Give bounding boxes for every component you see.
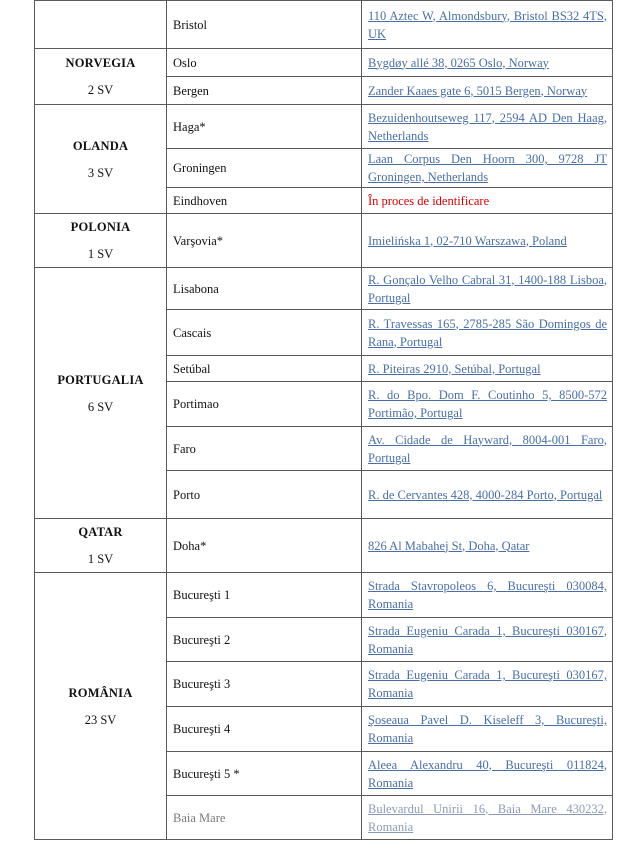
city-name: Bristol bbox=[173, 17, 208, 32]
city-cell bbox=[167, 382, 362, 427]
city-name: Oslo bbox=[173, 55, 197, 70]
address-link[interactable]: R. Gonçalo Velho Cabral 31, 1400-188 Lisboa, Portugal bbox=[368, 272, 607, 305]
city-name: Doha* bbox=[173, 538, 207, 553]
country-name: POLONIA bbox=[70, 220, 131, 234]
city-name: Baia Mare bbox=[173, 810, 226, 825]
table-row bbox=[35, 214, 613, 268]
address-cell bbox=[362, 573, 613, 618]
city-name: Bergen bbox=[173, 83, 209, 98]
country-count: 6 SV bbox=[87, 399, 114, 414]
address-cell bbox=[362, 707, 613, 752]
address-link[interactable]: Zander Kaaes gate 6, 5015 Bergen, Norway bbox=[368, 83, 588, 98]
city-cell bbox=[167, 573, 362, 618]
city-cell bbox=[167, 471, 362, 519]
table-row bbox=[35, 268, 613, 310]
country-count: 1 SV bbox=[87, 247, 114, 261]
city-name: Porto bbox=[173, 487, 201, 502]
city-cell bbox=[167, 149, 362, 188]
city-name: Faro bbox=[173, 441, 196, 456]
address-link[interactable]: Bulevardul Unirii 16, Baia Mare 430232, Romania bbox=[368, 801, 607, 834]
address-cell bbox=[362, 662, 613, 707]
address-cell bbox=[362, 310, 613, 356]
city-cell bbox=[167, 707, 362, 752]
table-row bbox=[35, 1, 613, 49]
country-count: 23 SV bbox=[84, 712, 117, 727]
address-cell bbox=[362, 752, 613, 796]
city-cell bbox=[167, 1, 362, 49]
country-cell bbox=[35, 105, 167, 214]
city-name: Groningen bbox=[173, 161, 227, 175]
address-cell bbox=[362, 49, 613, 77]
address-link[interactable]: Bezuidenhoutseweg 117, 2594 AD Den Haag, Netherlands bbox=[368, 110, 607, 143]
city-name: Setúbal bbox=[173, 361, 211, 376]
country-name: QATAR bbox=[78, 525, 123, 539]
address-cell bbox=[362, 1, 613, 49]
city-cell bbox=[167, 662, 362, 707]
city-cell bbox=[167, 77, 362, 105]
city-cell bbox=[167, 427, 362, 471]
city-name: Bucureşti 5 * bbox=[173, 766, 240, 781]
city-cell bbox=[167, 618, 362, 662]
address-link[interactable]: Strada Eugeniu Carada 1, Bucureşti 030167, Romania bbox=[368, 668, 607, 700]
consular-sections-table bbox=[34, 0, 613, 840]
country-cell bbox=[35, 519, 167, 573]
address-cell bbox=[362, 519, 613, 573]
address-cell bbox=[362, 268, 613, 310]
address-cell bbox=[362, 382, 613, 427]
address-cell bbox=[362, 149, 613, 188]
city-name: Bucureşti 2 bbox=[173, 632, 231, 647]
address-cell bbox=[362, 214, 613, 268]
address-cell bbox=[362, 796, 613, 840]
city-cell bbox=[167, 105, 362, 149]
table-row bbox=[35, 573, 613, 618]
address-cell bbox=[362, 427, 613, 471]
address-link[interactable]: Imielińska 1, 02-710 Warszawa, Poland bbox=[368, 233, 567, 248]
country-cell bbox=[35, 49, 167, 105]
address-link[interactable]: R. de Cervantes 428, 4000-284 Porto, Portugal bbox=[368, 487, 603, 502]
city-name: Haga* bbox=[173, 119, 206, 134]
address-cell bbox=[362, 188, 613, 214]
country-cell bbox=[35, 268, 167, 519]
address-link[interactable]: R. do Bpo. Dom F. Coutinho 5, 8500-572 Portimão, Portugal bbox=[368, 388, 607, 420]
country-cell-empty bbox=[35, 1, 167, 49]
country-name: PORTUGALIA bbox=[57, 372, 144, 387]
table-row bbox=[35, 519, 613, 573]
city-cell bbox=[167, 188, 362, 214]
table-row bbox=[35, 49, 613, 77]
city-name: Bucureşti 3 bbox=[173, 677, 231, 691]
city-cell bbox=[167, 49, 362, 77]
city-cell bbox=[167, 268, 362, 310]
city-cell bbox=[167, 214, 362, 268]
city-name: Lisabona bbox=[173, 281, 219, 296]
address-link[interactable]: Strada Eugeniu Carada 1, Bucureşti 030167, Romania bbox=[368, 623, 607, 656]
country-count: 3 SV bbox=[87, 165, 114, 180]
city-cell bbox=[167, 752, 362, 796]
address-status: În proces de identificare bbox=[368, 193, 490, 208]
city-cell bbox=[167, 519, 362, 573]
address-link[interactable]: Aleea Alexandru 40, Bucureşti 011824, Romania bbox=[368, 757, 607, 790]
city-name: Eindhoven bbox=[173, 193, 228, 208]
city-name: Bucureşti 1 bbox=[173, 588, 231, 602]
city-cell bbox=[167, 356, 362, 382]
city-cell bbox=[167, 310, 362, 356]
address-link[interactable]: Laan Corpus Den Hoorn 300, 9728 JT Groningen, Netherlands bbox=[368, 152, 607, 184]
city-name: Bucureşti 4 bbox=[173, 722, 231, 736]
city-name: Cascais bbox=[173, 325, 212, 340]
address-link[interactable]: Şoseaua Pavel D. Kiseleff 3, Bucureşti, Romania bbox=[368, 713, 607, 745]
address-cell bbox=[362, 77, 613, 105]
address-link[interactable]: Av. Cidade de Hayward, 8004-001 Faro, Portugal bbox=[368, 432, 607, 465]
address-link[interactable]: R. Travessas 165, 2785-285 São Domingos de Rana, Portugal bbox=[368, 316, 607, 349]
address-link[interactable]: Bygdøy allé 38, 0265 Oslo, Norway bbox=[368, 55, 549, 70]
address-link[interactable]: R. Piteiras 2910, Setúbal, Portugal bbox=[368, 361, 541, 376]
city-name: Portimao bbox=[173, 397, 219, 411]
country-count: 1 SV bbox=[87, 552, 114, 566]
city-cell bbox=[167, 796, 362, 840]
address-link[interactable]: 826 Al Mabahej St, Doha, Qatar bbox=[368, 538, 530, 553]
address-link[interactable]: Strada Stavropoleos 6, Bucureşti 030084, Romania bbox=[368, 579, 607, 611]
address-cell bbox=[362, 105, 613, 149]
address-cell bbox=[362, 471, 613, 519]
address-link[interactable]: 110 Aztec W, Almondsbury, Bristol BS32 4TS, UK bbox=[368, 8, 607, 41]
address-cell bbox=[362, 356, 613, 382]
country-cell bbox=[35, 573, 167, 840]
city-name: Varşovia* bbox=[173, 233, 223, 248]
country-name: ROMÂNIA bbox=[68, 685, 133, 700]
table-row bbox=[35, 105, 613, 149]
country-name: NORVEGIA bbox=[65, 56, 136, 70]
country-cell bbox=[35, 214, 167, 268]
country-count: 2 SV bbox=[87, 83, 114, 97]
country-name: OLANDA bbox=[72, 138, 129, 153]
address-cell bbox=[362, 618, 613, 662]
